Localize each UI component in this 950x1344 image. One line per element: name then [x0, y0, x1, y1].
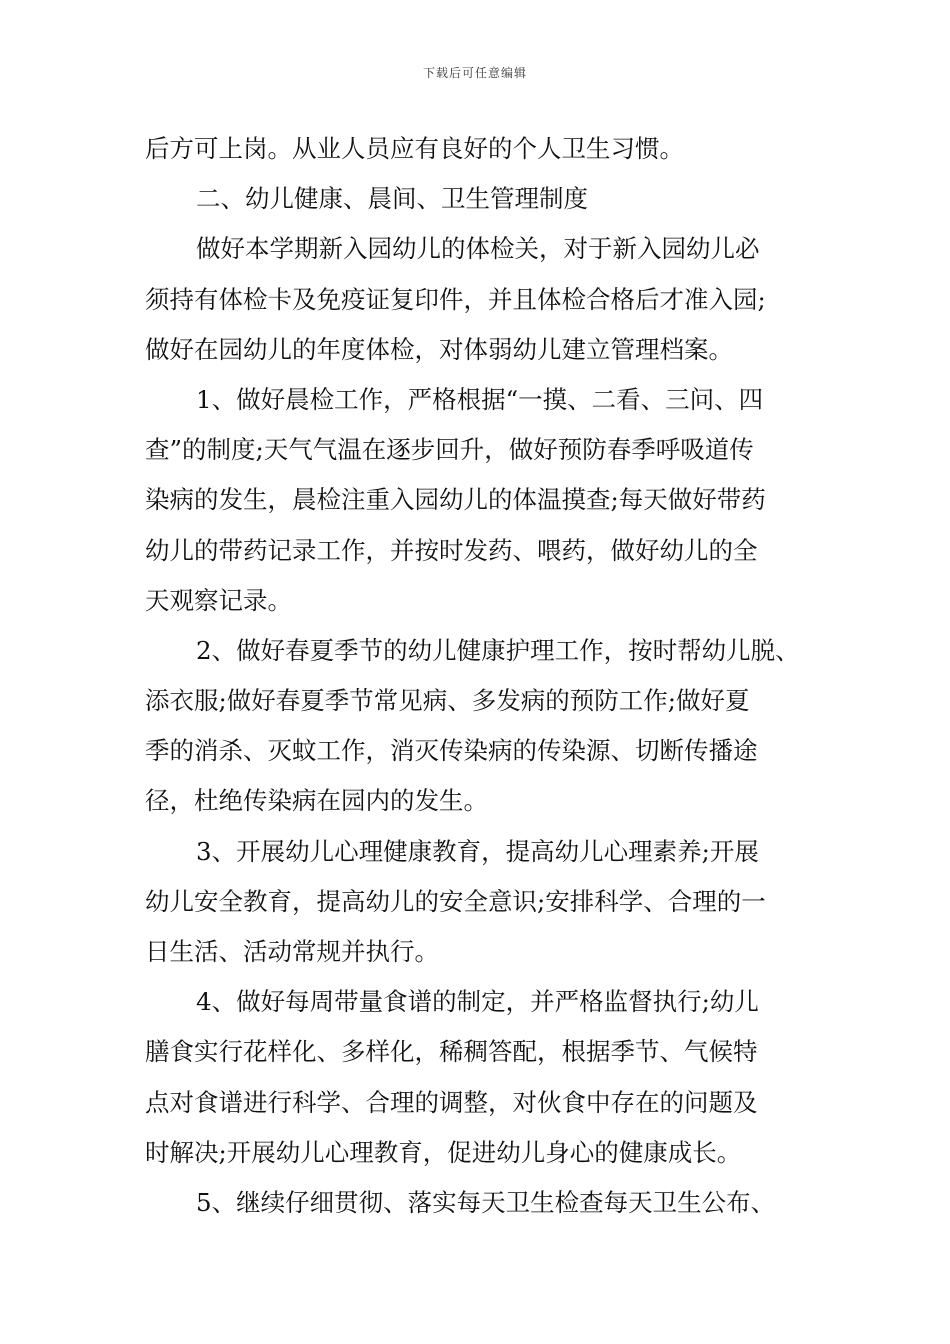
text-line: 天观察记录。 — [145, 585, 292, 615]
text-line: 幼儿的带药记录工作，并按时发药、喂药，做好幼儿的全 — [145, 535, 758, 565]
text-line: 添衣服;做好春夏季节常见病、多发病的预防工作;做好夏 — [145, 686, 750, 716]
text-line: 季的消杀、灭蚊工作，消灭传染病的传染源、切断传播途 — [145, 736, 758, 766]
text-line: 5、继续仔细贯彻、落实每天卫生检查每天卫生公布、 — [196, 1187, 776, 1217]
text-line: 日生活、活动常规并执行。 — [145, 937, 439, 966]
paragraph — [145, 1178, 810, 1228]
text-line: 径，杜绝传染病在园内的发生。 — [145, 786, 488, 816]
paragraph — [145, 375, 810, 626]
paragraph — [145, 174, 810, 224]
text-line: 查”的制度;天气气温在逐步回升，做好预防春季呼吸道传 — [145, 435, 754, 465]
text-line: 须持有体检卡及免疫证复印件，并且体检合格后才准入园; — [145, 284, 766, 314]
text-line: 膳食实行花样化、多样化，稀稠答配，根据季节、气候特 — [145, 1037, 758, 1067]
text-line: 幼儿安全教育，提高幼儿的安全意识;安排科学、合理的一 — [145, 886, 766, 916]
text-line: 4、做好每周带量食谱的制定，并严格监督执行;幼儿 — [196, 987, 759, 1017]
text-line: 3、开展幼儿心理健康教育，提高幼儿心理素养;开展 — [196, 836, 759, 866]
text-line: 1、做好晨检工作，严格根据“一摸、二看、三问、四 — [196, 384, 764, 414]
page-header: 下载后可任意编辑 — [422, 66, 527, 80]
text-line: 做好本学期新入园幼儿的体检关，对于新入园幼儿必 — [196, 234, 760, 264]
text-line: 点对食谱进行科学、合理的调整，对伙食中存在的问题及 — [145, 1087, 758, 1117]
document-body — [145, 124, 810, 1228]
paragraph — [145, 224, 810, 375]
text-line: 做好在园幼儿的年度体检，对体弱幼儿建立管理档案。 — [145, 334, 733, 364]
paragraph — [145, 827, 810, 978]
text-line: 染病的发生，晨检注重入园幼儿的体温摸查;每天做好带药 — [145, 485, 766, 515]
paragraph — [145, 977, 810, 1178]
text-line: 时解决;开展幼儿心理教育，促进幼儿身心的健康成长。 — [145, 1137, 742, 1167]
text-line: 2、做好春夏季节的幼儿健康护理工作，按时帮幼儿脱、 — [196, 635, 800, 665]
text-line: 二、幼儿健康、晨间、卫生管理制度 — [196, 184, 588, 214]
paragraph — [145, 124, 810, 174]
paragraph — [145, 626, 810, 827]
text-line: 后方可上岗。从业人员应有良好的个人卫生习惯。 — [145, 134, 684, 163]
